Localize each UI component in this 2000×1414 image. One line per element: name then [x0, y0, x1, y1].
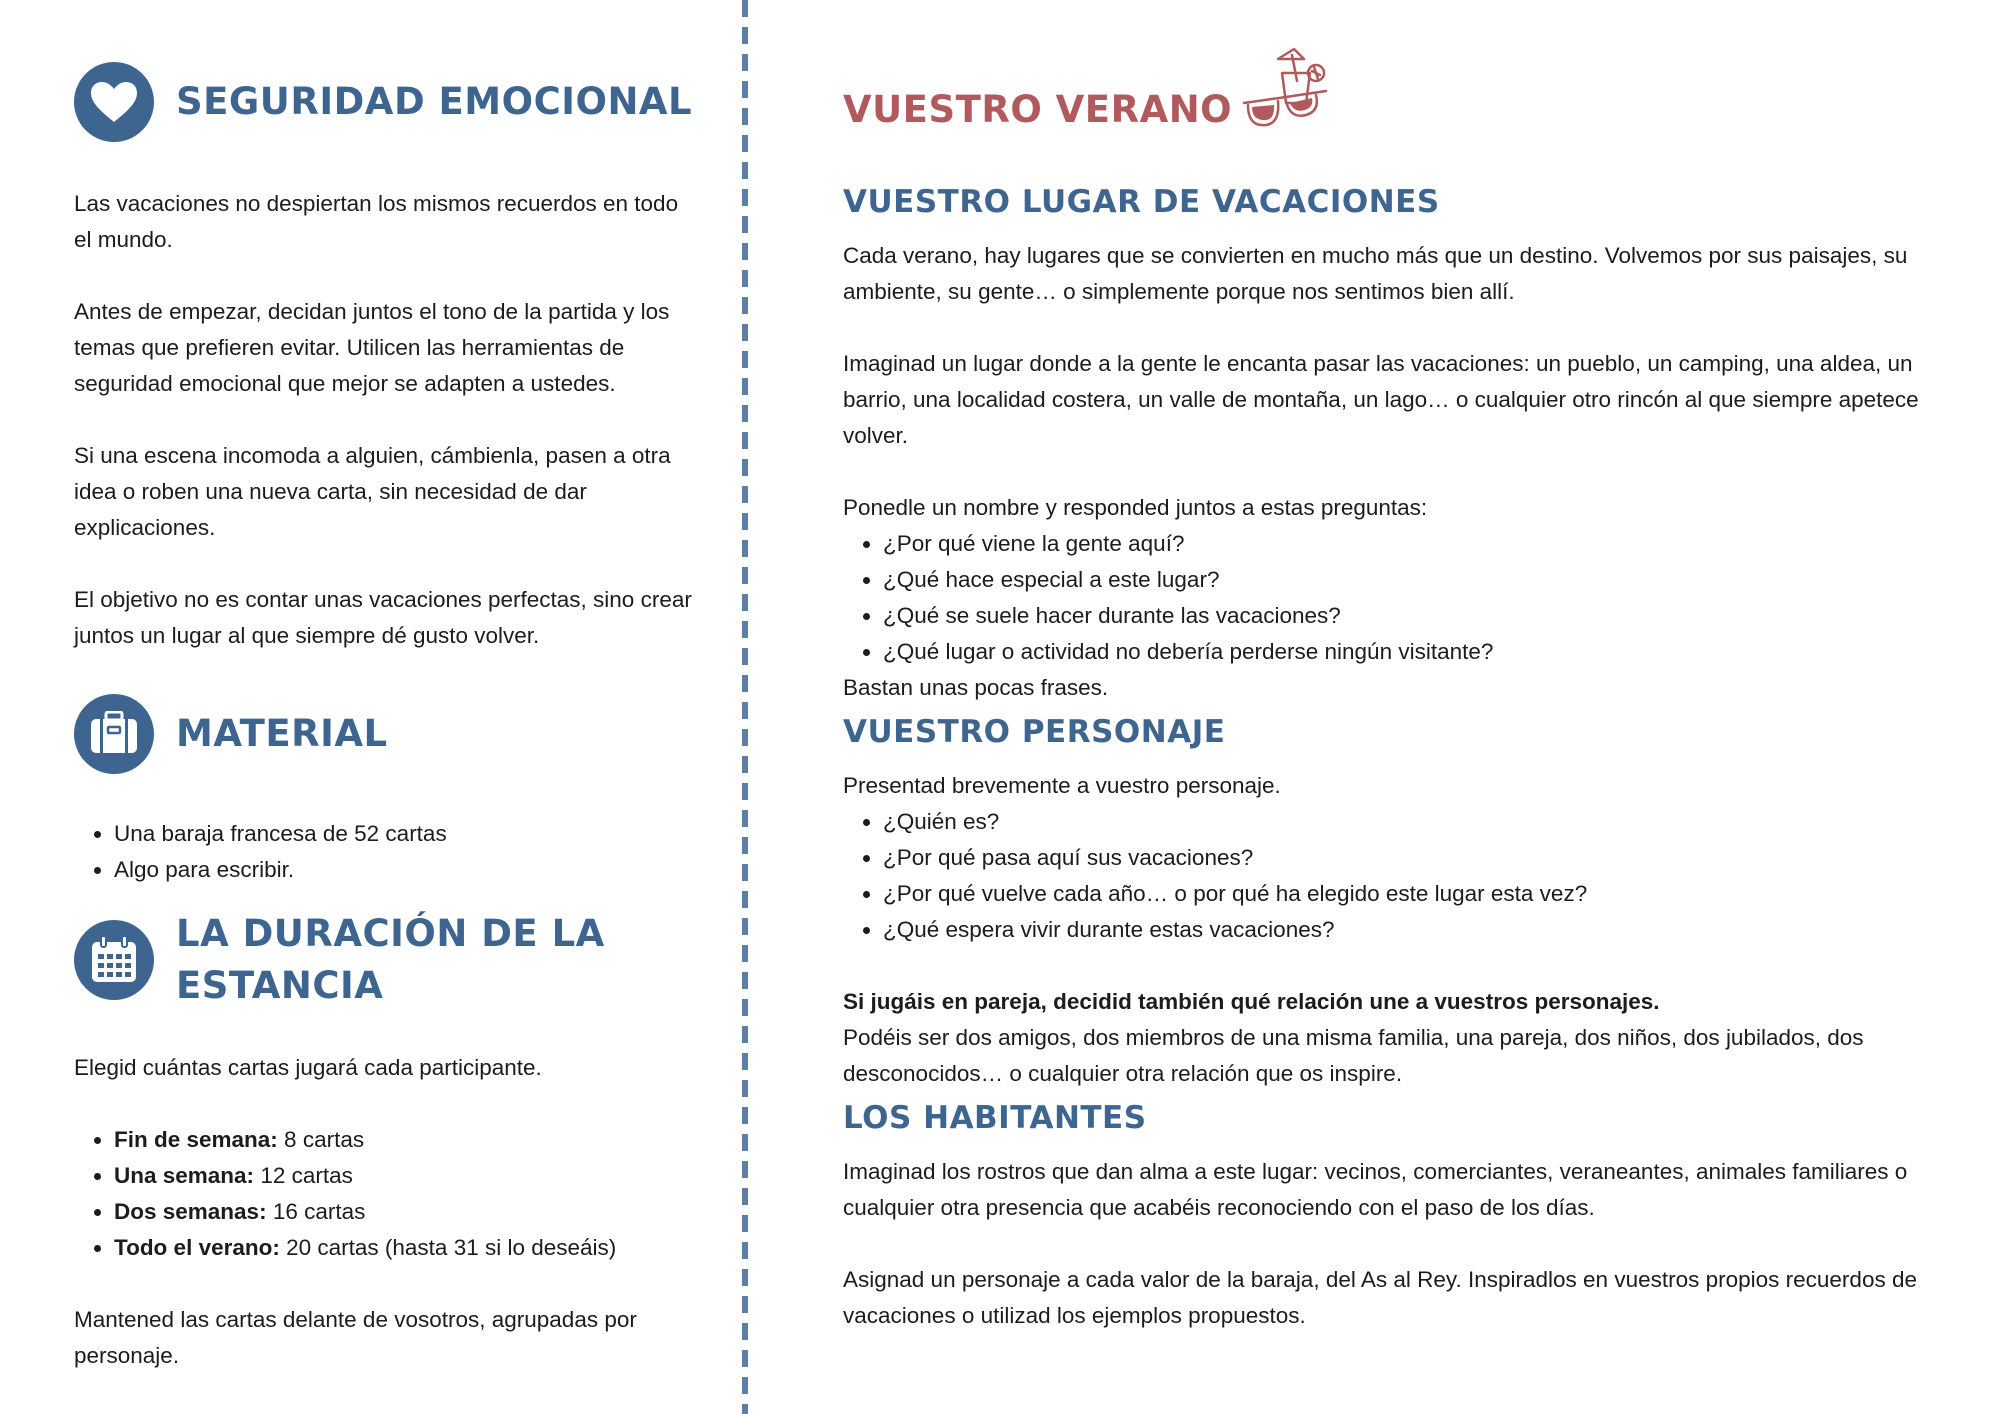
seguridad-p1: Las vacaciones no despiertan los mismos recuerdos en todo el mundo.: [74, 191, 679, 252]
list-item: [114, 1194, 694, 1230]
habitantes-title: LOS HABITANTES: [843, 1100, 1147, 1136]
item-label: Una semana:: [114, 1163, 255, 1188]
duracion-header: [74, 908, 694, 1012]
calendar-icon: [74, 920, 154, 1000]
lugar-list: [843, 526, 1923, 670]
seguridad-p3: Si una escena incomoda a alguien, cámbienla, pasen a otra idea o roben una nueva carta, sin necesidad de dar explicaciones.: [74, 443, 671, 540]
duracion-intro: Elegid cuántas cartas jugará cada participante.: [74, 1055, 542, 1080]
lugar-p3: Ponedle un nombre y responded juntos a estas preguntas:: [843, 495, 1428, 520]
duracion-list: [74, 1122, 694, 1266]
duracion-title: [176, 908, 605, 1012]
list-item: • ¿Por qué vuelve cada año… o por qué ha elegido este lugar esta vez?: [883, 876, 1923, 912]
list-item: • ¿Por qué viene la gente aquí?: [883, 526, 1923, 562]
list-item: [114, 1158, 694, 1194]
personaje-bold: Si jugáis en pareja, decidid también qué relación une a vuestros personajes.: [843, 989, 1660, 1014]
list-item: [114, 1230, 694, 1266]
list-item: • ¿Por qué pasa aquí sus vacaciones?: [883, 840, 1923, 876]
personaje-list: [843, 804, 1923, 948]
list-item: • ¿Qué espera vivir durante estas vacaciones?: [883, 912, 1923, 948]
personaje-p1: Presentad brevemente a vuestro personaje.: [843, 773, 1281, 798]
personaje-title: VUESTRO PERSONAJE: [843, 714, 1226, 750]
dashed-divider: [742, 0, 748, 1414]
suitcase-icon: [74, 694, 154, 774]
personaje-p2: Podéis ser dos amigos, dos miembros de una misma familia, una pareja, dos niños, dos jubilados, dos desconocidos… o cualquier otra relación que os inspire.: [843, 1025, 1864, 1086]
list-item: • ¿Qué hace especial a este lugar?: [883, 562, 1923, 598]
list-item: • ¿Qué se suele hacer durante las vacaciones?: [883, 598, 1923, 634]
sunglasses-drink-icon: [1242, 45, 1334, 135]
list-item: • Una baraja francesa de 52 cartas: [114, 816, 694, 852]
lugar-title: VUESTRO LUGAR DE VACACIONES: [843, 184, 1440, 220]
item-value: 8 cartas: [277, 1127, 365, 1152]
list-item: • ¿Quién es?: [883, 804, 1923, 840]
lugar-p4: Bastan unas pocas frases.: [843, 675, 1109, 700]
right-column: [843, 44, 1923, 1334]
list-item: [114, 1122, 694, 1158]
list-item: • ¿Qué lugar o actividad no debería perderse ningún visitante?: [883, 634, 1923, 670]
duracion-title-line2: ESTANCIA: [176, 964, 384, 1007]
duracion-outro: Mantened las cartas delante de vosotros, agrupadas por personaje.: [74, 1307, 637, 1368]
material-header: [74, 694, 694, 774]
seguridad-p2: Antes de empezar, decidan juntos el tono de la partida y los temas que prefieren evitar. Utilicen las herramientas de seguridad emocional que mejor se adapten a ustedes.: [74, 299, 670, 396]
lugar-p2: Imaginad un lugar donde a la gente le encanta pasar las vacaciones: un pueblo, un camping, una aldea, un barrio, una localidad costera, un valle de montaña, un lago… o cualquier otro rincón al que siempre apetece volver.: [843, 351, 1919, 448]
verano-header: [843, 44, 1923, 136]
habitantes-p2: Asignad un personaje a cada valor de la baraja, del As al Rey. Inspiradlos en vuestros propios recuerdos de vacaciones o utilizad los ejemplos propuestos.: [843, 1267, 1917, 1328]
item-label: Todo el verano:: [114, 1235, 280, 1260]
lugar-p1: Cada verano, hay lugares que se convierten en mucho más que un destino. Volvemos por sus paisajes, su ambiente, su gente… o simplemente porque nos sentimos bien allí.: [843, 243, 1908, 304]
item-value: 16 cartas: [266, 1199, 366, 1224]
seguridad-title: SEGURIDAD EMOCIONAL: [176, 80, 693, 123]
list-item: • Algo para escribir.: [114, 852, 694, 888]
duracion-title-line1: LA DURACIÓN DE LA: [176, 912, 605, 955]
verano-title: VUESTRO VERANO: [843, 88, 1233, 131]
item-label: Dos semanas:: [114, 1199, 267, 1224]
material-list: [74, 816, 694, 888]
item-label: Fin de semana:: [114, 1127, 278, 1152]
item-value: 12 cartas: [254, 1163, 353, 1188]
seguridad-p4: El objetivo no es contar unas vacaciones perfectas, sino crear juntos un lugar al que siempre dé gusto volver.: [74, 587, 692, 648]
habitantes-p1: Imaginad los rostros que dan alma a este lugar: vecinos, comerciantes, veraneantes, animales familiares o cualquier otra presencia que acabéis reconociendo con el paso de los días.: [843, 1159, 1908, 1220]
material-title: MATERIAL: [176, 712, 388, 755]
left-column: [74, 62, 694, 1374]
heart-icon: [74, 62, 154, 142]
seguridad-header: [74, 62, 694, 142]
item-value: 20 cartas (hasta 31 si lo deseáis): [279, 1235, 617, 1260]
